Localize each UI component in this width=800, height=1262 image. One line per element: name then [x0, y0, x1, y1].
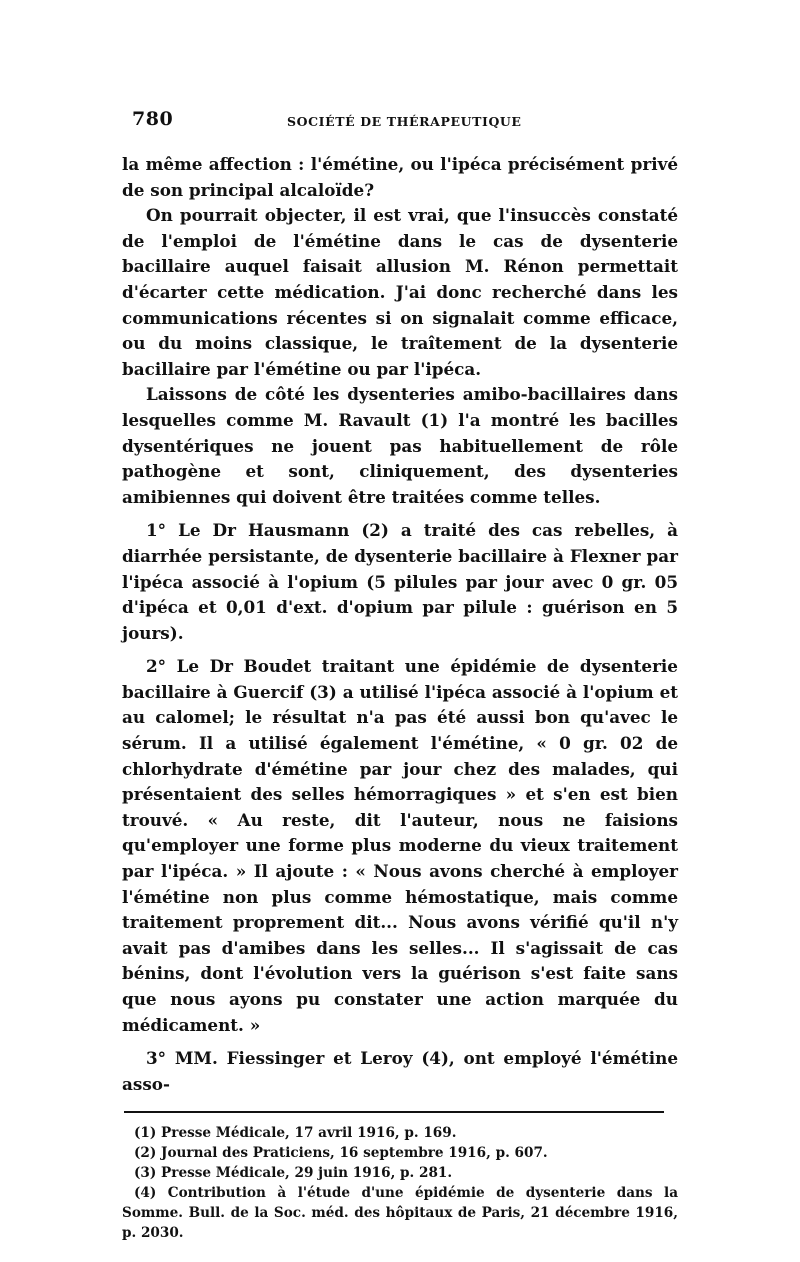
body-text — [122, 152, 678, 1097]
footnote-divider — [124, 1111, 664, 1113]
paragraph-continuation: la même affection : l'émétine, ou l'ipéca précisément privé de son principal alcaloïde? — [122, 154, 678, 200]
footnotes — [122, 1123, 678, 1243]
footnote-2: (2) Journal des Praticiens, 16 septembre 1916, p. 607. — [134, 1145, 548, 1162]
footnote-3: (3) Presse Médicale, 29 juin 1916, p. 281. — [134, 1165, 453, 1182]
page-header — [122, 108, 678, 142]
footnote-4: (4) Contribution à l'étude d'une épidémie de dysenterie dans la Somme. Bull. de la Soc. méd. des hôpitaux de Paris, 21 décembre 1916, p. 2030. — [122, 1185, 678, 1242]
footnote-1: (1) Presse Médicale, 17 avril 1916, p. 169. — [134, 1125, 457, 1142]
paragraph-fiessinger-leroy: 3° MM. Fiessinger et Leroy (4), ont employé l'émétine asso- — [122, 1048, 678, 1094]
running-title: SOCIÉTÉ DE THÉRAPEUTIQUE — [287, 114, 522, 129]
book-page — [122, 108, 678, 1243]
page-number: 780 — [132, 108, 174, 130]
paragraph-boudet: 2° Le Dr Boudet traitant une épidémie de dysenterie bacillaire à Guercif (3) a utilisé l'ipéca associé à l'opium et au calomel; le résultat n'a pas été aussi bon qu'avec le sérum. Il a utilisé également l'émétine, « 0 gr. 02 de chlorhydrate d'émétine par jour chez des malades, qui présentaient des selles hémorragiques » et s'en est bien trouvé. « Au reste, dit l'auteur, nous ne faisions qu'employer une forme plus moderne du vieux traitement par l'ipéca. » Il ajoute : « Nous avons cherché à employer l'émétine non plus comme hémostatique, mais comme traitement proprement dit... Nous avons vérifié qu'il n'y avait pas d'amibes dans les selles... Il s'agissait de cas bénins, dont l'évolution vers la guérison s'est faite sans que nous ayons pu constater une action marquée du médicament. » — [122, 656, 678, 1035]
paragraph-hausmann: 1° Le Dr Hausmann (2) a traité des cas rebelles, à diarrhée persistante, de dysenterie bacillaire à Flexner par l'ipéca associé à l'opium (5 pilules par jour avec 0 gr. 05 d'ipéca et 0,01 d'ext. d'opium par pilule : guérison en 5 jours). — [122, 520, 678, 643]
paragraph-objection: On pourrait objecter, il est vrai, que l'insuccès constaté de l'emploi de l'émétine dans le cas de dysenterie bacillaire auquel faisait allusion M. Rénon permettait d'écarter cette médication. J'ai donc recherché dans les communications récentes si on signalait comme efficace, ou du moins classique, le traîtement de la dysenterie bacillaire par l'émétine ou par l'ipéca. — [122, 205, 678, 379]
paragraph-amibo-bacillaires: Laissons de côté les dysenteries amibo-bacillaires dans lesquelles comme M. Ravault (1) l'a montré les bacilles dysentériques ne jouent pas habituellement de rôle pathogène et sont, cliniquement, des dysenteries amibiennes qui doivent être traitées comme telles. — [122, 384, 678, 507]
